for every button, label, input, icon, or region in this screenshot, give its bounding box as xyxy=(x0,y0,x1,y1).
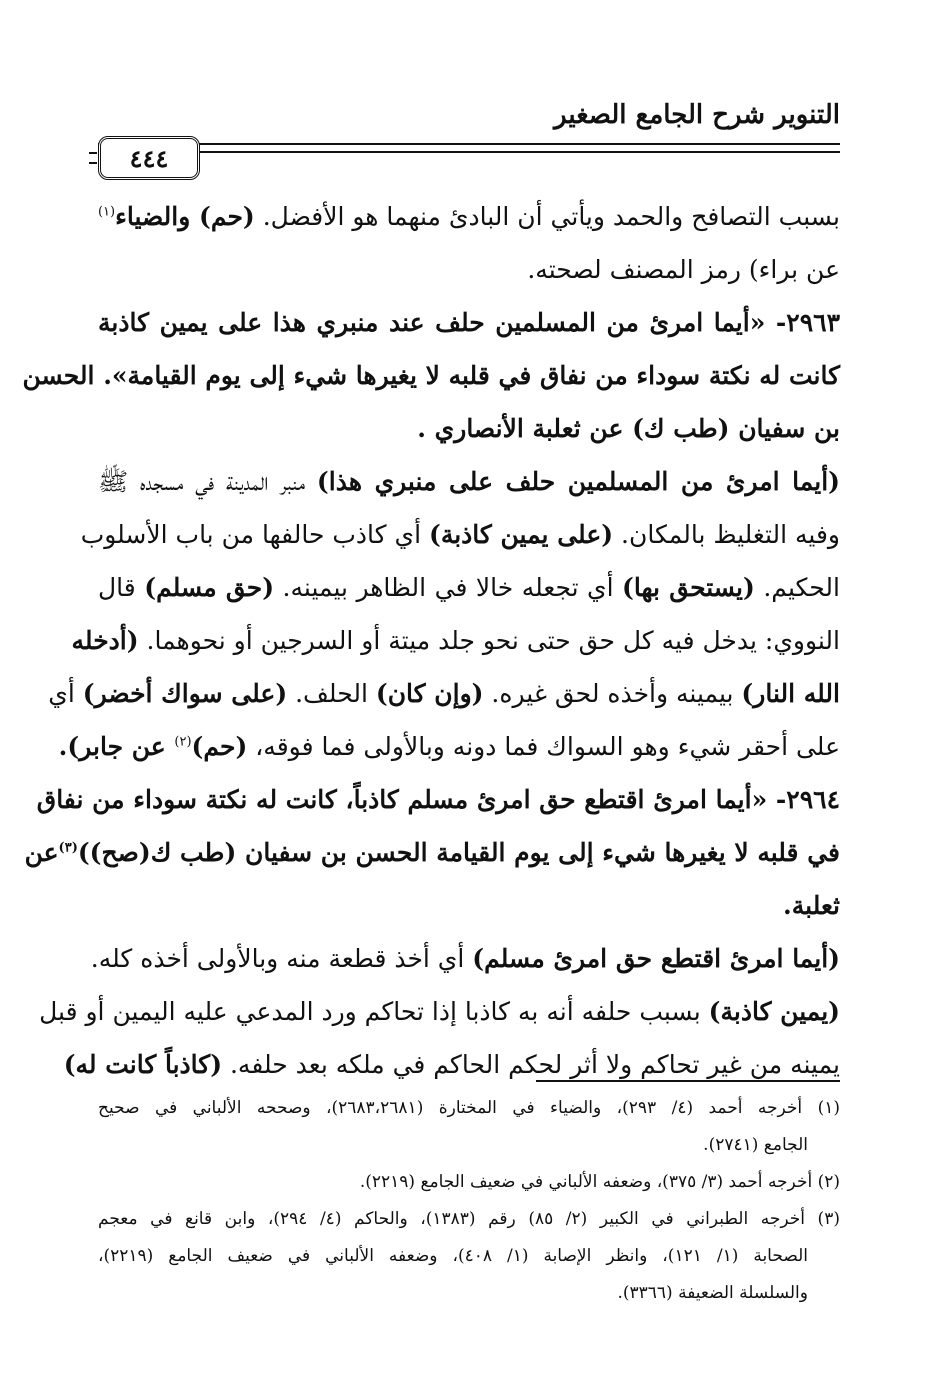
text-run: أي أخذ قطعة منه وبالأولى أخذه كله. xyxy=(90,944,473,973)
hadith-2964-line xyxy=(24,826,840,879)
hadith-2963-line: ٢٩٦٣- «أيما امرئ من المسلمين حلف عند منبري هذا على يمين كاذبة xyxy=(98,308,840,337)
footnotes xyxy=(98,1090,840,1312)
text-line xyxy=(98,190,840,243)
text-line xyxy=(98,455,840,508)
bold-run: عن جابر). xyxy=(58,732,175,761)
bold-run: (على يمين كاذبة) xyxy=(428,520,614,549)
text-line xyxy=(63,1038,840,1091)
main-text xyxy=(22,190,840,1091)
text-run: أي xyxy=(48,679,83,708)
footnote-3: (٣) أخرجه الطبراني في الكبير (٢/ ٨٥) رقم (١٣٨٣)، والحاكم (٤/ ٢٩٤)، وابن قانع في معجم xyxy=(98,1209,840,1229)
footnote-3-cont: الصحابة (١/ ١٢١)، وانظر الإصابة (١/ ٤٠٨)، وضعفه الألباني في ضعيف الجامع (٢٢١٩)، xyxy=(98,1246,808,1266)
footnote-marker: (٣) xyxy=(58,840,78,856)
text-line xyxy=(80,508,840,561)
hadith-2963-line: بن سفيان (طب ك) عن ثعلبة الأنصاري . xyxy=(417,414,840,443)
text-line xyxy=(58,720,840,773)
text-run: بسبب التصافح والحمد ويأتي أن البادئ منهما هو الأفضل. xyxy=(254,202,840,231)
text-run: الحلف. xyxy=(287,679,376,708)
text-run: قال xyxy=(98,573,145,602)
text-line: عن براء) رمز المصنف لصحته. xyxy=(527,255,840,284)
text-line xyxy=(71,614,840,667)
footnote-1-cont: الجامع (٢٧٤١). xyxy=(703,1135,808,1155)
footnote-marker: (٢) xyxy=(174,734,192,750)
text-run: بسبب حلفه أنه به كاذبا إذا تحاكم ورد المدعي عليه اليمين أو قبل xyxy=(39,997,709,1026)
bold-run: (يمين كاذبة) xyxy=(708,997,840,1026)
bold-run: (كاذباً كانت له) xyxy=(63,1050,223,1079)
text-run: بيمينه وأخذه لحق غيره. xyxy=(483,679,742,708)
bold-run: (يستحق بها) xyxy=(622,573,755,602)
text-line xyxy=(90,932,840,985)
text-run: على أحقر شيء وهو السواك فما دونه وبالأولى فما فوقه، xyxy=(247,732,840,761)
bold-run: (وإن كان) xyxy=(375,679,484,708)
bold-run: (حم) xyxy=(191,732,248,761)
bold-run: (على سواك أخضر) xyxy=(82,679,288,708)
running-header xyxy=(98,92,840,182)
footnote-marker: (١) xyxy=(97,204,116,220)
text-run: منبر المدينة في مسجده ﷺ xyxy=(98,467,317,496)
hadith-2964-line: ٢٩٦٤- «أيما امرئ اقتطع حق امرئ مسلم كاذباً، كانت له نكتة سوداء من نفاق xyxy=(36,785,840,814)
page-number: ٤٤٤ xyxy=(98,136,200,180)
footnote-2: (٢) أخرجه أحمد (٣/ ٣٧٥)، وضعفه الألباني في ضعيف الجامع (٢٢١٩). xyxy=(359,1172,840,1192)
hadith-2964-line: ثعلبة. xyxy=(783,891,840,920)
bold-run: (حم) والضياء xyxy=(115,202,255,231)
header-rule-lower xyxy=(98,151,840,153)
hadith-2963-line: كانت له نكتة سوداء من نفاق في قلبه لا يغيرها شيء إلى يوم القيامة». الحسن xyxy=(22,361,840,390)
bold-run: (أدخله xyxy=(71,626,139,655)
footnote-separator xyxy=(536,1080,840,1082)
bold-run: (حق مسلم) xyxy=(144,573,275,602)
bold-run: الله النار) xyxy=(741,679,840,708)
text-line xyxy=(98,561,840,614)
text-run: يمينه من غير تحاكم ولا أثر لحكم الحاكم في ملكه بعد حلفه. xyxy=(222,1050,840,1079)
text-run: أي كاذب حالفها من باب الأسلوب xyxy=(80,520,429,549)
text-run: وفيه التغليظ بالمكان. xyxy=(613,520,840,549)
text-run: الحكيم. xyxy=(754,573,840,602)
bold-run: في قلبه لا يغيرها شيء إلى يوم القيامة الحسن بن سفيان (طب ك(صح)) xyxy=(77,838,840,867)
bold-run: عن xyxy=(24,838,59,867)
header-rule-upper xyxy=(98,143,840,145)
text-run: أي تجعله خالا في الظاهر بيمينه. xyxy=(274,573,623,602)
bold-run: (أيما امرئ من المسلمين حلف على منبري هذا) xyxy=(316,467,840,496)
text-run: النووي: يدخل فيه كل حق حتى نحو جلد ميتة أو السرجين أو نحوهما. xyxy=(138,626,840,655)
text-line xyxy=(48,667,840,720)
bold-run: (أيما امرئ اقتطع حق امرئ مسلم) xyxy=(472,944,840,973)
book-title: التنوير شرح الجامع الصغير xyxy=(554,100,840,130)
footnote-1: (١) أخرجه أحمد (٤/ ٢٩٣)، والضياء في المختارة (٢٦٨٣،٢٦٨١)، وصححه الألباني في صحيح xyxy=(98,1098,840,1118)
text-line xyxy=(39,985,840,1038)
footnote-3-cont: والسلسلة الضعيفة (٣٣٦٦). xyxy=(617,1283,808,1303)
